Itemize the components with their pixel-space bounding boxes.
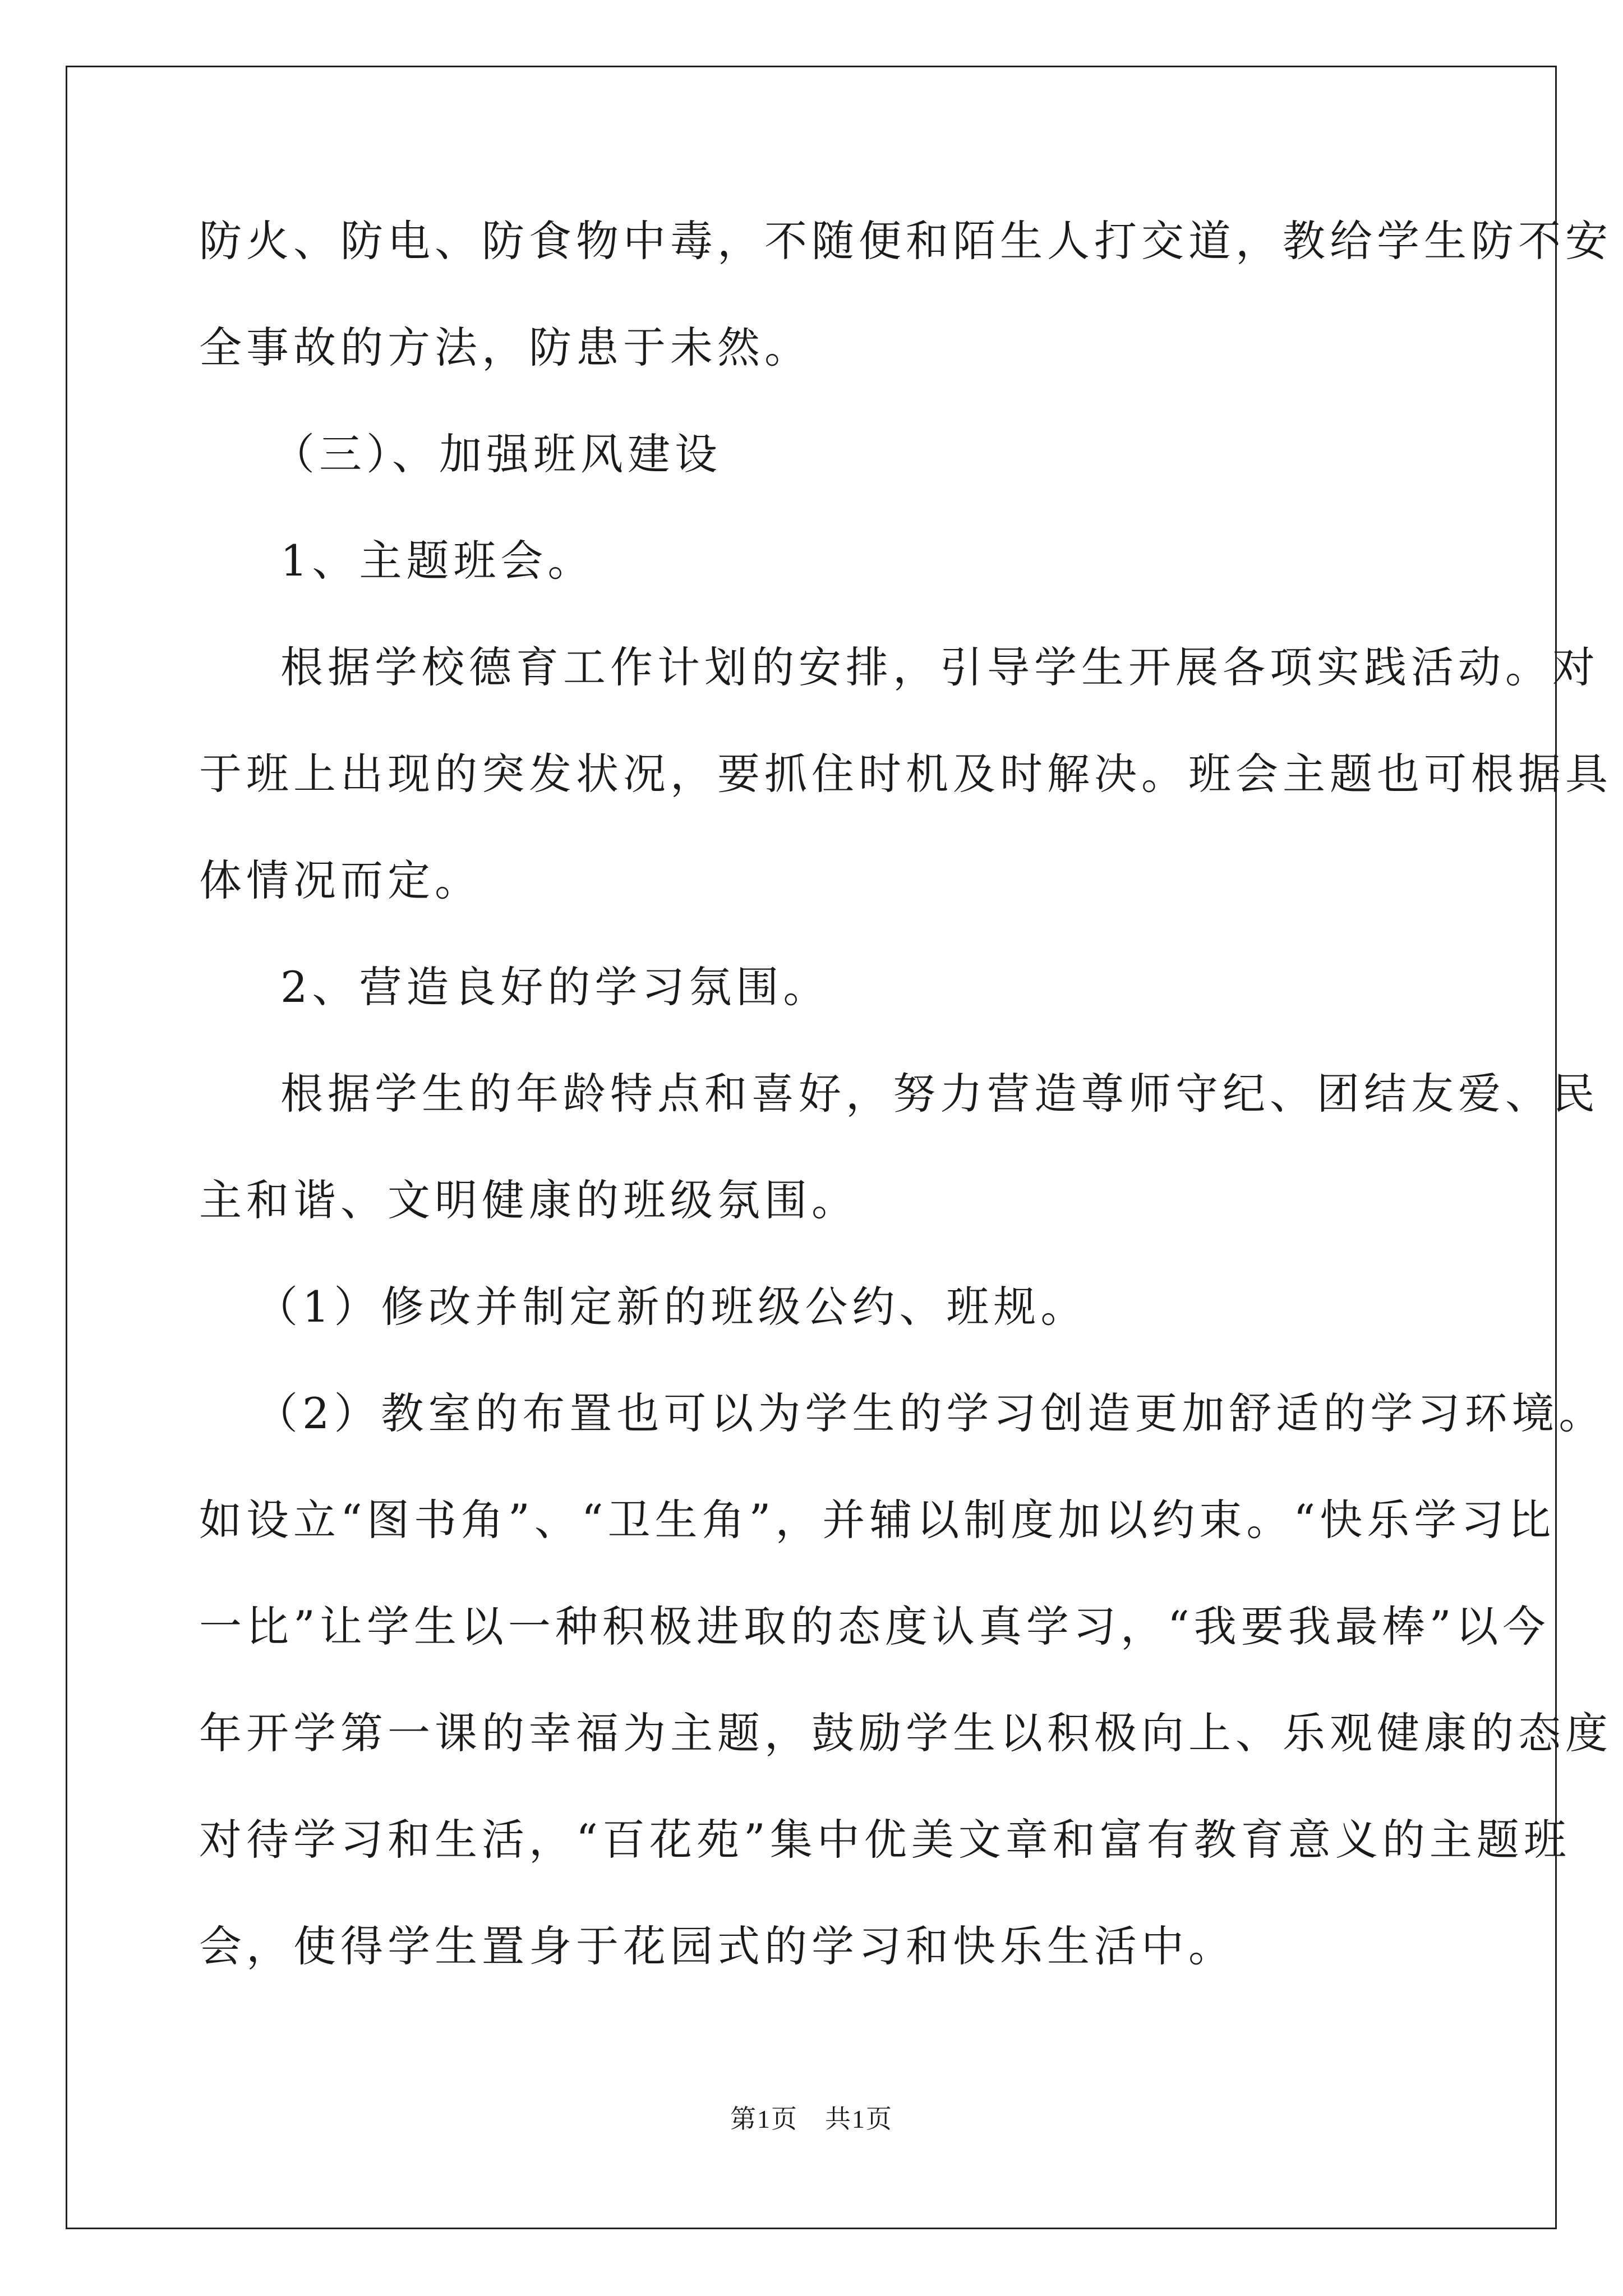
text-line: 根据学生的年龄特点和喜好，努力营造尊师守纪、团结友爱、民	[280, 1069, 1599, 1119]
subsection-heading: 1、主题班会。	[280, 536, 595, 586]
page-border	[66, 66, 1557, 2229]
section-heading: （三）、加强班风建设	[272, 429, 722, 479]
text-line: 防火、防电、防食物中毒，不随便和陌生人打交道，教给学生防不安	[199, 216, 1612, 266]
text-line: 主和谐、文明健康的班级氛围。	[199, 1175, 859, 1225]
text-line: 如设立“图书角”、“卫生角”，并辅以制度加以约束。“快乐学习比	[199, 1495, 1556, 1545]
list-item: （1）修改并制定新的班级公约、班规。	[255, 1282, 1088, 1332]
subsection-heading: 2、营造良好的学习氛围。	[280, 962, 831, 1012]
text-line: 对待学习和生活，“百花苑”集中优美文章和富有教育意义的主题班	[199, 1815, 1571, 1865]
text-line: 全事故的方法，防患于未然。	[199, 323, 811, 372]
text-line: 体情况而定。	[199, 855, 482, 905]
page-number-footer: 第1页 共1页	[730, 2105, 893, 2133]
text-line: 一比”让学生以一种积极进取的态度认真学习，“我要我最棒”以今	[199, 1602, 1550, 1651]
text-line: 会，使得学生置身于花园式的学习和快乐生活中。	[199, 1921, 1235, 1971]
text-line: 于班上出现的突发状况，要抓住时机及时解决。班会主题也可根据具	[199, 749, 1612, 799]
text-line: 年开学第一课的幸福为主题，鼓励学生以积极向上、乐观健康的态度	[199, 1708, 1612, 1758]
list-item: （2）教室的布置也可以为学生的学习创造更加舒适的学习环境。	[255, 1388, 1606, 1438]
text-line: 根据学校德育工作计划的安排，引导学生开展各项实践活动。对	[280, 642, 1599, 692]
